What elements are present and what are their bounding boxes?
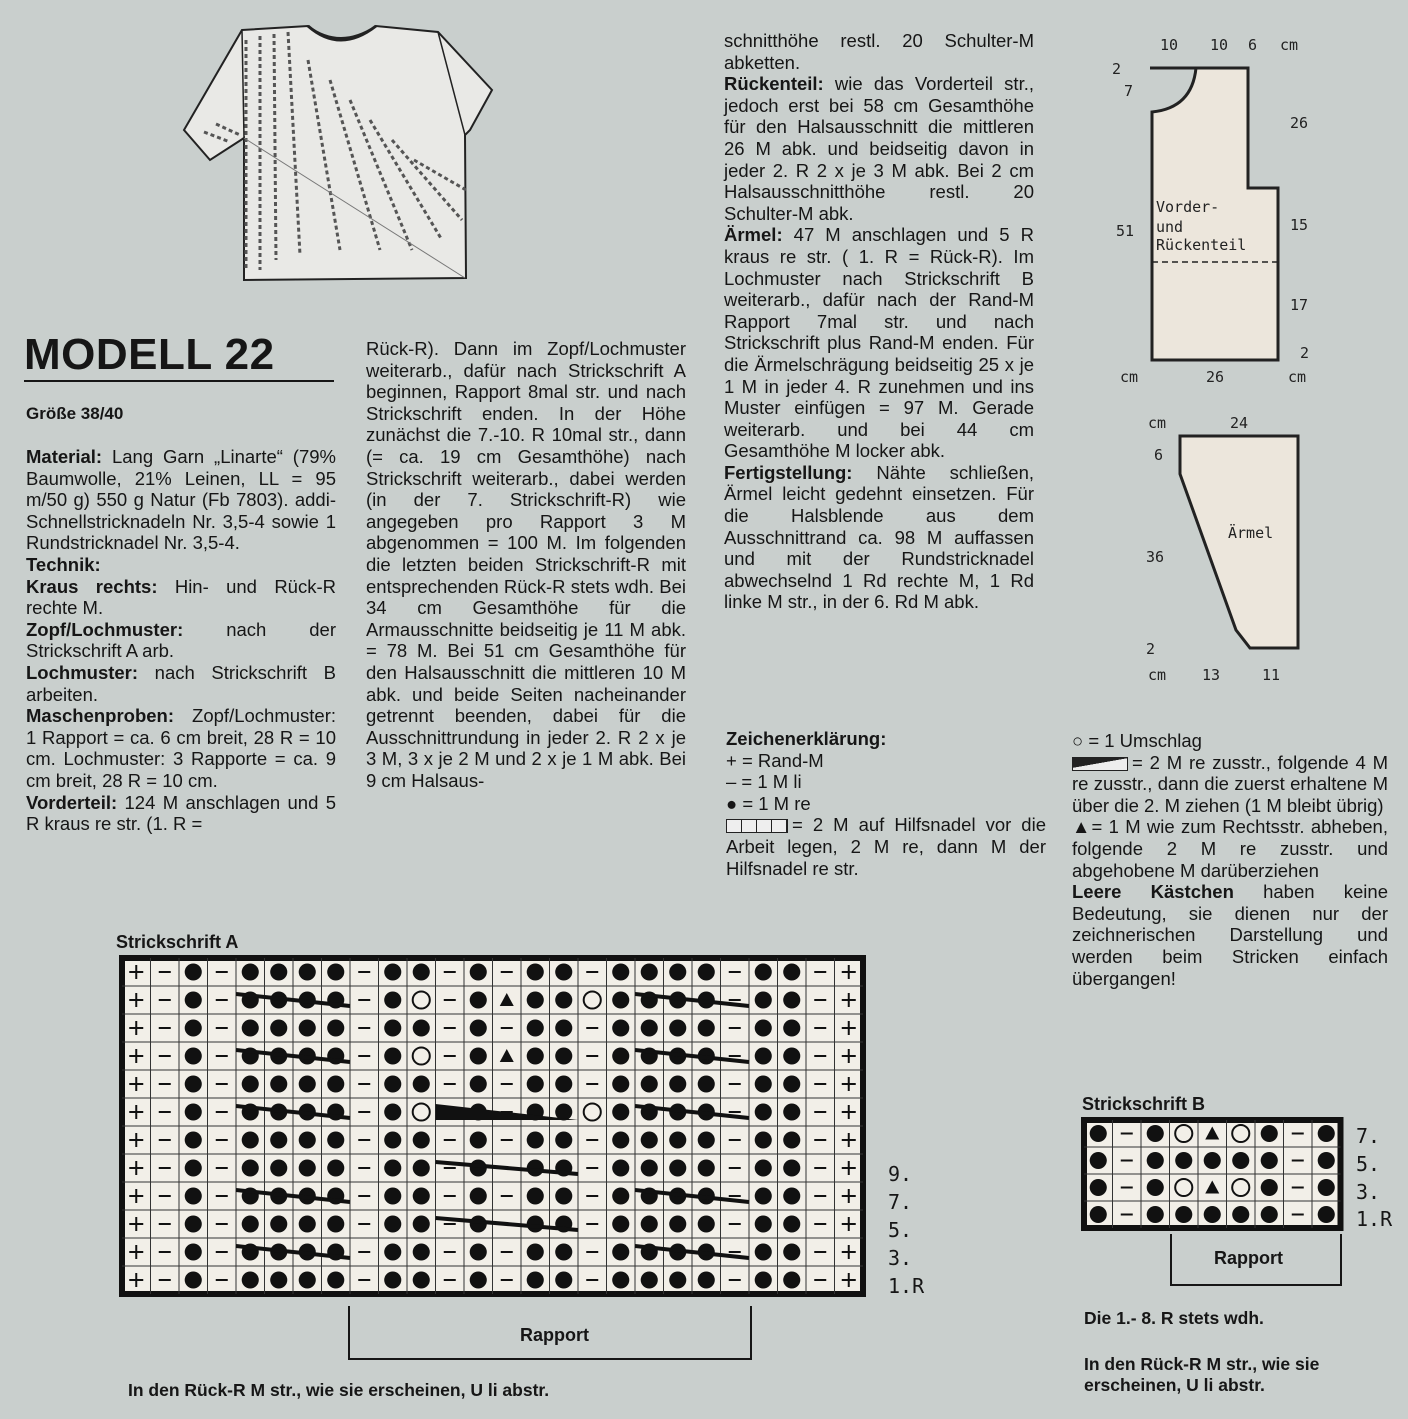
stitch-symbol <box>612 1243 629 1260</box>
stitch-symbol <box>185 1103 202 1120</box>
stitch-symbol <box>1261 1152 1278 1169</box>
stitch-symbol <box>327 1131 344 1148</box>
c3-para: Rückenteil: wie das Vorderteil str., jedoch erst bei 58 cm Gesamthöhe für den Halsausschnitt die mittleren 26 M abk. und beidseitig davon in jeder 2. R 2 x je 3 M abk. Bei 2 cm Halsausschnitthöhe restl. 20 Schulter-M abk. <box>724 73 1034 224</box>
stitch-symbol <box>413 1215 430 1232</box>
stitch-symbol <box>470 1187 487 1204</box>
stitch-symbol <box>327 1019 344 1036</box>
stitch-symbol <box>755 1215 772 1232</box>
chart-a-label: Strickschrift A <box>116 932 239 952</box>
stitch-symbol <box>185 1131 202 1148</box>
stitch-symbol <box>270 963 287 980</box>
stitch-symbol <box>555 1131 572 1148</box>
stitch-symbol <box>698 1019 715 1036</box>
stitch-symbol <box>299 1131 316 1148</box>
dim-left: cm <box>1120 368 1139 386</box>
dim-right: 26 <box>1290 114 1309 132</box>
stitch-symbol <box>413 1019 430 1036</box>
stitch-symbol <box>698 1075 715 1092</box>
stitch-symbol <box>327 963 344 980</box>
stitch-symbol <box>299 1019 316 1036</box>
row-number: 1.R <box>888 1274 925 1298</box>
stitch-symbol <box>1261 1125 1278 1142</box>
stitch-symbol <box>1204 1206 1221 1223</box>
row-number: 5. <box>888 1218 913 1242</box>
stitch-symbol <box>612 963 629 980</box>
stitch-symbol <box>783 1103 800 1120</box>
stitch-symbol <box>185 963 202 980</box>
stitch-symbol <box>755 1187 772 1204</box>
stitch-symbol <box>1147 1179 1164 1196</box>
stitch-symbol <box>641 1215 658 1232</box>
dim-top: 24 <box>1230 414 1249 432</box>
dim-left: 2 <box>1146 640 1156 658</box>
stitch-symbol <box>185 1243 202 1260</box>
stitch-symbol <box>384 1131 401 1148</box>
size-label: Größe 38/40 <box>26 404 124 423</box>
stitch-symbol <box>470 991 487 1008</box>
rapport-label: Rapport <box>1214 1248 1283 1268</box>
dim-left: 2 <box>1112 60 1122 78</box>
column-2 <box>366 338 686 791</box>
stitch-symbol <box>413 1075 430 1092</box>
c1-para: Technik: <box>26 553 101 575</box>
stitch-symbol <box>755 1047 772 1064</box>
stitch-symbol <box>270 1271 287 1288</box>
stitch-symbol <box>527 1019 544 1036</box>
stitch-symbol <box>470 963 487 980</box>
stitch-symbol <box>755 991 772 1008</box>
dim-left: 6 <box>1154 446 1164 464</box>
stitch-symbol <box>185 1271 202 1288</box>
page-title: MODELL 22 <box>24 330 275 379</box>
stitch-symbol <box>755 963 772 980</box>
stitch-symbol <box>612 1187 629 1204</box>
piece-label: Vorder- <box>1156 198 1220 216</box>
dim-top: 6 <box>1248 36 1258 54</box>
stitch-symbol <box>384 1019 401 1036</box>
chart-b-grid <box>1080 1116 1348 1234</box>
title-rule <box>24 380 334 382</box>
stitch-symbol <box>555 1271 572 1288</box>
legend-title: Zeichenerklärung: <box>726 728 887 749</box>
dim-left: 36 <box>1146 548 1165 566</box>
stitch-symbol <box>242 1019 259 1036</box>
stitch-symbol <box>270 1019 287 1036</box>
stitch-symbol <box>1090 1125 1107 1142</box>
stitch-symbol <box>783 963 800 980</box>
stitch-symbol <box>1147 1206 1164 1223</box>
stitch-symbol <box>242 1271 259 1288</box>
stitch-symbol <box>555 1243 572 1260</box>
stitch-symbol <box>612 991 629 1008</box>
row-number: 7. <box>1356 1124 1381 1148</box>
cable-symbol <box>726 819 788 833</box>
stitch-symbol <box>384 1159 401 1176</box>
stitch-symbol <box>470 1019 487 1036</box>
stitch-symbol <box>327 1159 344 1176</box>
stitch-symbol <box>1090 1152 1107 1169</box>
stitch-symbol <box>413 1271 430 1288</box>
stitch-symbol <box>641 1271 658 1288</box>
stitch-symbol <box>612 1271 629 1288</box>
stitch-symbol <box>612 1075 629 1092</box>
legend-note: Leere Kästchen haben keine Bedeutung, sie dienen nur der zeichnerischen Darstellung und werden beim Stricken einfach übergangen! <box>1072 881 1388 989</box>
stitch-symbol <box>299 1075 316 1092</box>
stitch-symbol <box>470 1075 487 1092</box>
stitch-symbol <box>299 1215 316 1232</box>
stitch-symbol <box>555 1075 572 1092</box>
stitch-symbol <box>783 1075 800 1092</box>
stitch-symbol <box>185 1215 202 1232</box>
stitch-symbol <box>783 1271 800 1288</box>
dim-left: 7 <box>1124 82 1134 100</box>
sweater-illustration <box>180 20 500 290</box>
legend-item: + = Rand-M <box>726 749 824 771</box>
stitch-symbol <box>755 1075 772 1092</box>
stitch-symbol <box>299 1159 316 1176</box>
c3-para: Ärmel: 47 M anschlagen und 5 R kraus re str. ( 1. R = Rück-R). Im Lochmuster nach Strickschrift B weiterarb., dafür nach der Rand-M Rapport 7mal str. und nach Strickschrift plus Rand-M enden. Für die Ärmelschrägung beidseitig 25 x je 1 M in jeder 4. R zunehmen und ins Muster einfügen = 97 M. Gerade weiterarb. und bei 44 cm Gesamthöhe M locker abk. <box>724 224 1034 462</box>
dim-right: 15 <box>1290 216 1309 234</box>
stitch-symbol <box>470 1243 487 1260</box>
stitch-symbol <box>327 1215 344 1232</box>
stitch-symbol <box>1232 1206 1249 1223</box>
c1-para: Vorderteil: 124 M anschlagen und 5 R kraus re str. (1. R = <box>26 791 336 835</box>
stitch-symbol <box>413 1131 430 1148</box>
rapport-label: Rapport <box>520 1325 589 1345</box>
stitch-symbol <box>527 963 544 980</box>
stitch-symbol <box>1090 1206 1107 1223</box>
stitch-symbol <box>783 1243 800 1260</box>
stitch-symbol <box>470 1047 487 1064</box>
stitch-symbol <box>1147 1125 1164 1142</box>
c3-para: schnitthöhe restl. 20 Schulter-M abketten. <box>724 30 1034 73</box>
stitch-symbol <box>327 1075 344 1092</box>
row-number: 9. <box>888 1162 913 1186</box>
legend-item: = 2 M auf Hilfsnadel vor die Arbeit legen, 2 M re, dann M der Hilfsnadel re str. <box>726 814 1046 879</box>
legend-item: ▲= 1 M wie zum Rechtsstr. abheben, folgende 2 M re zusstr. und abgehobene M darüberziehen <box>1072 816 1388 881</box>
stitch-symbol <box>641 1131 658 1148</box>
c1-para: Zopf/Lochmuster: nach der Strickschrift A arb. <box>26 618 336 662</box>
stitch-symbol <box>384 1047 401 1064</box>
stitch-symbol <box>755 1271 772 1288</box>
column-3 <box>724 30 1034 613</box>
chart-b-footnote: Die 1.- 8. R stets wdh. <box>1084 1308 1264 1328</box>
c1-para: Lochmuster: nach Strickschrift B arbeiten. <box>26 661 336 705</box>
body-schematic <box>1100 30 1330 390</box>
stitch-symbol <box>669 1019 686 1036</box>
legend-item: = 2 M re zusstr., folgende 4 M re zusstr., dann die zuerst erhaltene M über die 2. M ziehen (1 M bleibt übrig) <box>1072 751 1388 816</box>
stitch-symbol <box>783 1159 800 1176</box>
legend-item: ● = 1 M re <box>726 792 811 814</box>
stitch-symbol <box>270 1159 287 1176</box>
stitch-symbol <box>470 1131 487 1148</box>
row-number: 5. <box>1356 1152 1381 1176</box>
stitch-symbol <box>384 1271 401 1288</box>
dim-bottom: 13 <box>1202 666 1221 684</box>
stitch-symbol <box>698 963 715 980</box>
stitch-symbol <box>755 1243 772 1260</box>
chart-b-footnote: In den Rück-R M str., wie sie erscheinen, U li abstr. <box>1084 1354 1320 1395</box>
stitch-symbol <box>413 1243 430 1260</box>
stitch-symbol <box>185 1075 202 1092</box>
stitch-symbol <box>242 1131 259 1148</box>
piece-label: und <box>1156 218 1184 236</box>
dim-bottom: 11 <box>1262 666 1281 684</box>
stitch-symbol <box>612 1047 629 1064</box>
stitch-symbol <box>1147 1152 1164 1169</box>
stitch-symbol <box>612 1215 629 1232</box>
stitch-symbol <box>413 963 430 980</box>
stitch-symbol <box>384 1103 401 1120</box>
stitch-symbol <box>242 1215 259 1232</box>
c1-para: Material: Lang Garn „Linarte“ (79% Baumwolle, 21% Leinen, LL = 95 m/50 g) 550 g Natur (Fb 7803). addi-Schnellstricknadeln Nr. 3,5-4 sowie 1 Rundstricknadel Nr. 3,5-4. <box>26 446 336 554</box>
legend-item: ○ = 1 Umschlag <box>1072 730 1202 751</box>
stitch-symbol <box>669 1271 686 1288</box>
c1-para: Maschenproben: Zopf/Lochmuster: 1 Rapport = ca. 6 cm breit, 28 R = 10 cm. Lochmuster: 3 Rapporte = ca. 9 cm breit, 28 R = 10 cm. <box>26 705 336 791</box>
row-number: 7. <box>888 1190 913 1214</box>
legend-2 <box>1072 730 1388 989</box>
stitch-symbol <box>783 1215 800 1232</box>
stitch-symbol <box>783 1187 800 1204</box>
stitch-symbol <box>612 1131 629 1148</box>
stitch-symbol <box>755 1103 772 1120</box>
stitch-symbol <box>527 1243 544 1260</box>
stitch-symbol <box>1318 1206 1335 1223</box>
dim-left: cm <box>1148 666 1167 684</box>
stitch-symbol <box>242 963 259 980</box>
stitch-symbol <box>299 1271 316 1288</box>
stitch-symbol <box>1175 1152 1192 1169</box>
dim-top: 10 <box>1210 36 1229 54</box>
dim-right: cm <box>1288 368 1307 386</box>
stitch-symbol <box>527 1187 544 1204</box>
decrease-symbol <box>1072 757 1128 771</box>
stitch-symbol <box>698 1159 715 1176</box>
stitch-symbol <box>527 1131 544 1148</box>
c3-para: Fertigstellung: Nähte schließen, Ärmel leicht gedehnt einsetzen. Für die Halsblende aus dem Ausschnittrand ca. 98 M auffassen und mit der Rundstricknadel abwechselnd 1 Rd rechte M, 1 Rd linke M str., in der 6. Rd M abk. <box>724 461 1034 613</box>
stitch-symbol <box>641 963 658 980</box>
dim-left: 51 <box>1116 222 1135 240</box>
stitch-symbol <box>1090 1179 1107 1196</box>
dim-top: cm <box>1148 414 1167 432</box>
stitch-symbol <box>669 1075 686 1092</box>
dim-right: 17 <box>1290 296 1309 314</box>
chart-a-grid <box>118 954 866 1306</box>
piece-label: Rückenteil <box>1156 236 1247 254</box>
stitch-symbol <box>242 1075 259 1092</box>
stitch-symbol <box>698 1131 715 1148</box>
stitch-symbol <box>1204 1152 1221 1169</box>
stitch-symbol <box>185 1047 202 1064</box>
dim-right: 2 <box>1300 344 1310 362</box>
stitch-symbol <box>555 1187 572 1204</box>
stitch-symbol <box>327 1271 344 1288</box>
stitch-symbol <box>185 991 202 1008</box>
stitch-symbol <box>669 1159 686 1176</box>
stitch-symbol <box>641 1019 658 1036</box>
column-1 <box>26 446 336 835</box>
c1-para: Kraus rechts: Hin- und Rück-R rechte M. <box>26 575 336 619</box>
stitch-symbol <box>384 963 401 980</box>
stitch-symbol <box>755 1019 772 1036</box>
stitch-symbol <box>698 1215 715 1232</box>
row-number: 3. <box>888 1246 913 1270</box>
chart-b-label: Strickschrift B <box>1082 1094 1206 1114</box>
stitch-symbol <box>755 1159 772 1176</box>
stitch-symbol <box>527 1271 544 1288</box>
stitch-symbol <box>783 991 800 1008</box>
stitch-symbol <box>384 991 401 1008</box>
chart-a-footnote: In den Rück-R M str., wie sie erscheinen, U li abstr. <box>128 1380 550 1400</box>
dim-bottom: 26 <box>1206 368 1225 386</box>
stitch-symbol <box>783 1047 800 1064</box>
stitch-symbol <box>185 1159 202 1176</box>
stitch-symbol <box>555 1047 572 1064</box>
stitch-symbol <box>527 991 544 1008</box>
stitch-symbol <box>612 1159 629 1176</box>
stitch-symbol <box>242 1159 259 1176</box>
stitch-symbol <box>527 1047 544 1064</box>
stitch-symbol <box>413 1187 430 1204</box>
stitch-symbol <box>698 1271 715 1288</box>
stitch-symbol <box>527 1075 544 1092</box>
stitch-symbol <box>555 991 572 1008</box>
stitch-symbol <box>555 1019 572 1036</box>
stitch-symbol <box>669 963 686 980</box>
legend-item: – = 1 M li <box>726 771 802 793</box>
sleeve-schematic <box>1140 410 1340 690</box>
row-number: 1.R <box>1356 1207 1393 1231</box>
stitch-symbol <box>384 1215 401 1232</box>
stitch-symbol <box>1318 1152 1335 1169</box>
stitch-symbol <box>270 1215 287 1232</box>
stitch-symbol <box>384 1075 401 1092</box>
dim-top: cm <box>1280 36 1299 54</box>
stitch-symbol <box>555 963 572 980</box>
row-number: 3. <box>1356 1180 1381 1204</box>
stitch-symbol <box>1232 1152 1249 1169</box>
stitch-symbol <box>783 1019 800 1036</box>
stitch-symbol <box>612 1019 629 1036</box>
stitch-symbol <box>1175 1206 1192 1223</box>
stitch-symbol <box>612 1103 629 1120</box>
stitch-symbol <box>755 1131 772 1148</box>
dim-top: 10 <box>1160 36 1179 54</box>
piece-label: Ärmel <box>1228 524 1274 542</box>
stitch-symbol <box>1318 1125 1335 1142</box>
stitch-symbol <box>270 1075 287 1092</box>
stitch-symbol <box>185 1019 202 1036</box>
stitch-symbol <box>470 1271 487 1288</box>
stitch-symbol <box>1261 1206 1278 1223</box>
stitch-symbol <box>1261 1179 1278 1196</box>
stitch-symbol <box>185 1187 202 1204</box>
stitch-symbol <box>783 1131 800 1148</box>
stitch-symbol <box>669 1131 686 1148</box>
legend-1 <box>726 728 1046 879</box>
stitch-symbol <box>299 963 316 980</box>
stitch-symbol <box>641 1159 658 1176</box>
stitch-symbol <box>384 1243 401 1260</box>
c2-para: Rück-R). Dann im Zopf/Lochmuster weiterarb., dafür nach Strickschrift A beginnen, Rapport 8mal str. und nach Strickschrift enden. In der Höhe zunächst die 7.-10. R 10mal str., dann (= ca. 19 cm Gesamthöhe) nach Strickschrift weiterarb., dabei werden (in der 7. Strickschrift-R) wie angegeben pro Rapport 3 M abgenommen = 100 M. Im folgenden die letzten beiden Strickschrift-R mit entsprechenden Rück-R stets wdh. Bei 34 cm Gesamthöhe für die Armausschnitte beidseitig je 11 M abk. = 78 M. Bei 51 cm Gesamthöhe für den Halsausschnitt die mittleren 10 M abk. und beide Seiten nacheinander getrennt beenden, dabei für die Ausschnittrundung in jeder 2. R 2 x je 3 M, 3 x je 2 M und 2 x je 1 M abk. Bei 9 cm Halsaus- <box>366 338 686 791</box>
stitch-symbol <box>641 1075 658 1092</box>
stitch-symbol <box>413 1159 430 1176</box>
stitch-symbol <box>384 1187 401 1204</box>
stitch-symbol <box>270 1131 287 1148</box>
stitch-symbol <box>1318 1179 1335 1196</box>
stitch-symbol <box>669 1215 686 1232</box>
